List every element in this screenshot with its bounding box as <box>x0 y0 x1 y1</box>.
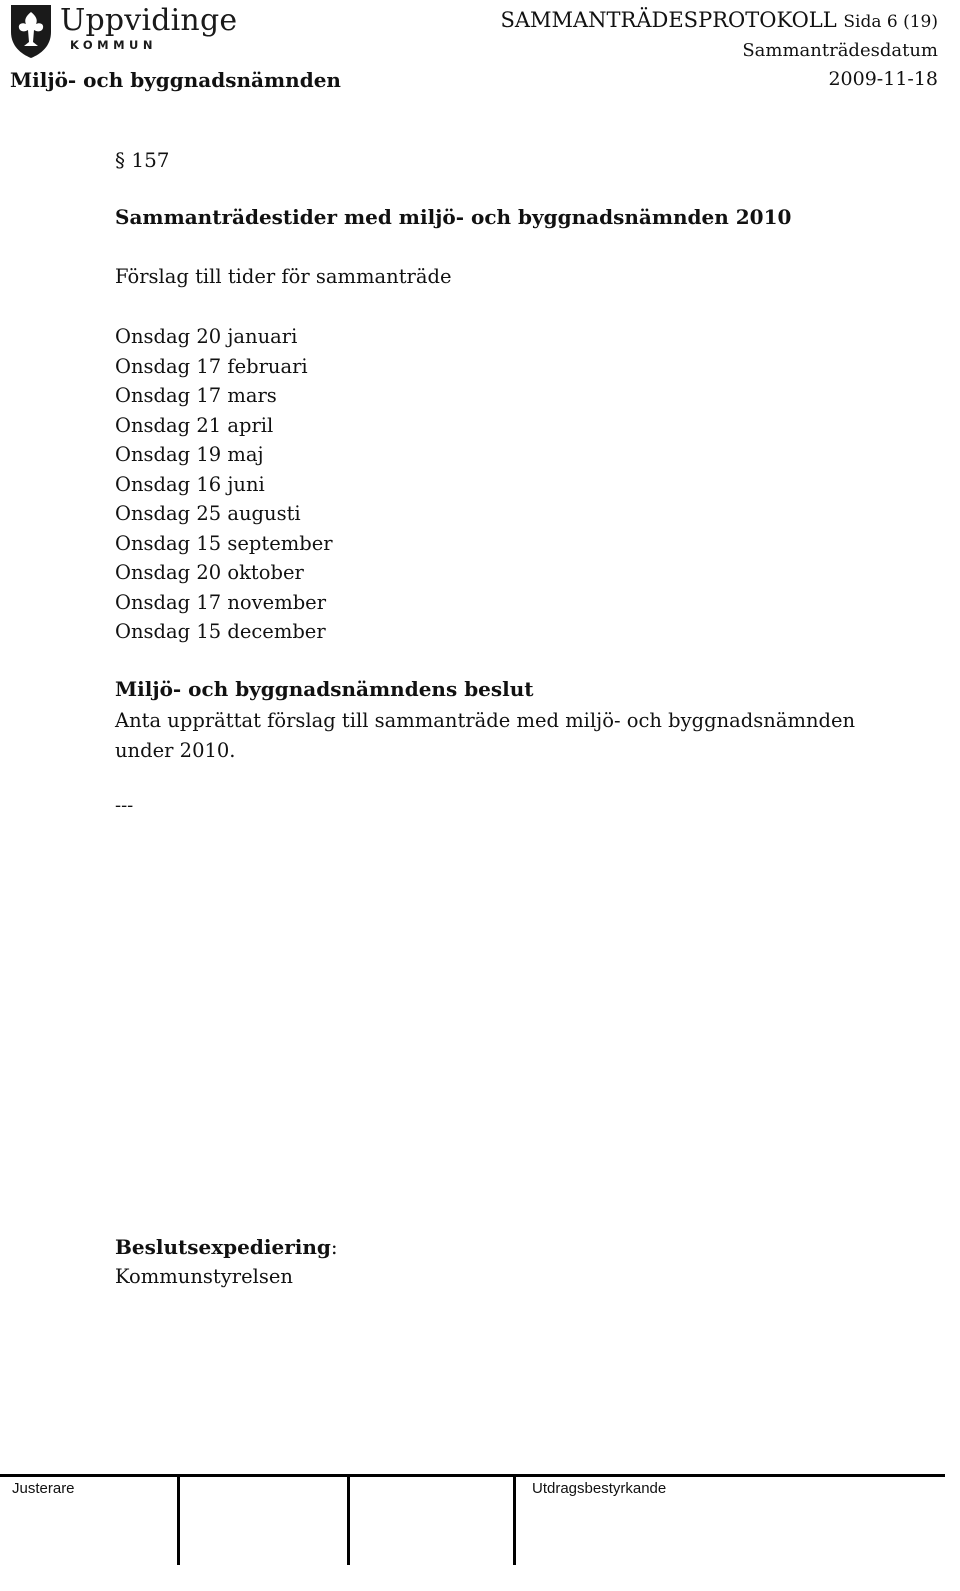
list-item: Onsdag 15 december <box>115 620 326 643</box>
footer-divider <box>513 1474 516 1565</box>
list-item: Onsdag 15 september <box>115 531 333 555</box>
list-item: Onsdag 17 november <box>115 590 327 614</box>
dispatch-recipient: Kommunstyrelsen <box>115 1265 293 1288</box>
date-label: Sammanträdesdatum <box>742 40 938 61</box>
meeting-date: 2009-11-18 <box>828 68 938 90</box>
municipality-logo <box>8 0 238 62</box>
list-item: Onsdag 21 april <box>115 413 274 437</box>
section-number: § 157 <box>115 148 170 172</box>
dispatch-heading-label: Beslutsexpediering <box>115 1235 331 1259</box>
list-item: Onsdag 17 februari <box>115 354 308 378</box>
intro-text: Förslag till tider för sammanträde <box>115 265 452 288</box>
coat-of-arms-icon <box>8 2 54 60</box>
list-item: Onsdag 19 maj <box>115 443 264 466</box>
footer-divider <box>347 1474 350 1565</box>
section-title: Sammanträdestider med miljö- och byggnadsnämnden 2010 <box>115 205 792 229</box>
logo-wordmark: Uppvidinge <box>60 3 238 38</box>
footer-utdragsbestyrkande: Utdragsbestyrkande <box>532 1480 667 1497</box>
decision-heading: Miljö- och byggnadsnämndens beslut <box>115 677 534 701</box>
list-item: Onsdag 16 juni <box>115 472 265 496</box>
page-number: Sida 6 (19) <box>843 12 938 32</box>
footer-divider <box>177 1474 180 1565</box>
footer-justerare: Justerare <box>12 1480 75 1497</box>
dispatch-colon: : <box>330 1235 338 1259</box>
dispatch-heading <box>115 1235 338 1259</box>
separator: --- <box>115 795 134 816</box>
footer-rule <box>0 1474 945 1477</box>
logo-subtitle: KOMMUN <box>70 38 158 52</box>
list-item: Onsdag 25 augusti <box>115 502 301 525</box>
meeting-dates-list <box>115 322 333 647</box>
list-item: Onsdag 20 januari <box>115 325 298 348</box>
protocol-title: SAMMANTRÄDESPROTOKOLL <box>500 8 837 32</box>
list-item: Onsdag 20 oktober <box>115 561 304 584</box>
protocol-header <box>500 8 938 32</box>
committee-name: Miljö- och byggnadsnämnden <box>10 68 341 92</box>
decision-text: Anta upprättat förslag till sammanträde med miljö- och byggnadsnämnden under 2010. <box>115 709 856 762</box>
list-item: Onsdag 17 mars <box>115 384 277 407</box>
